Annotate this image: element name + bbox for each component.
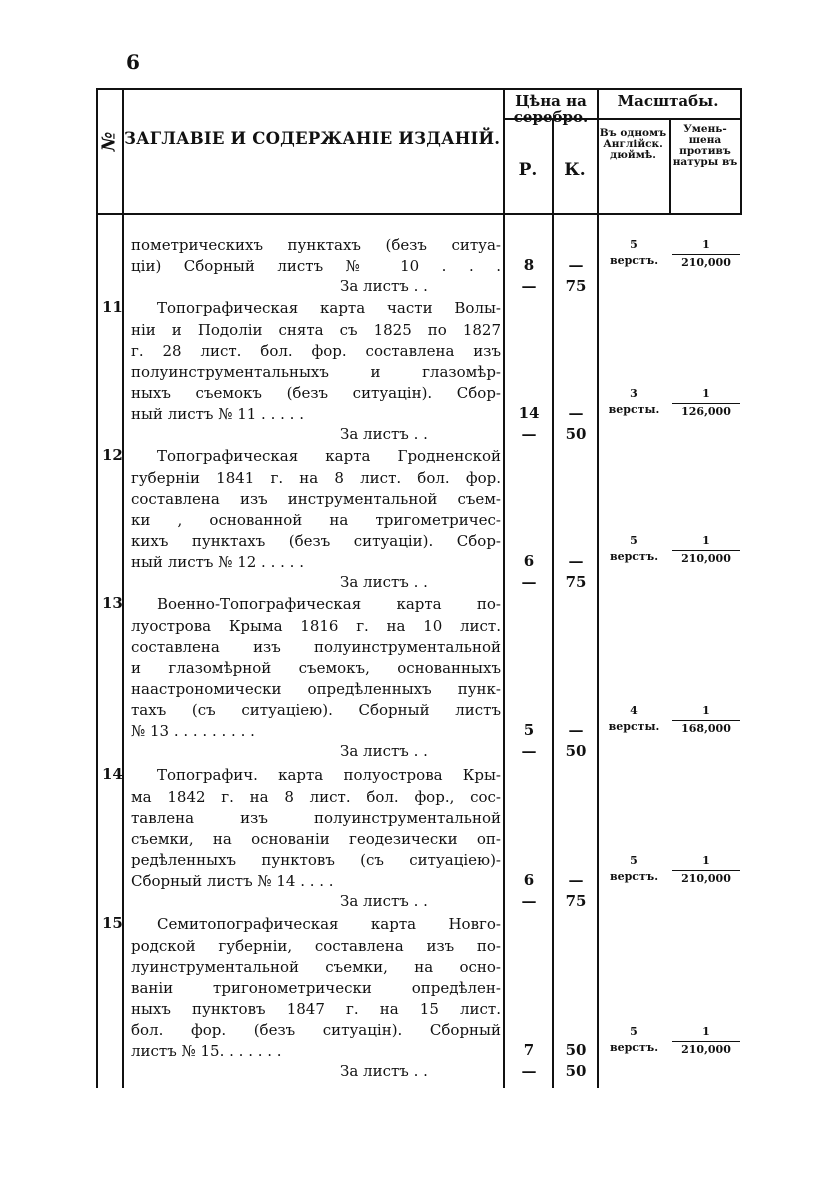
entry-text-line: ныхъ съемокъ (безъ ситуацін). Сбор- xyxy=(131,384,501,402)
entry-text-line: тахъ (съ ситуаціею). Сборный листъ xyxy=(131,701,501,719)
scale-ratio xyxy=(672,853,740,887)
per-sheet-label: За листъ . . xyxy=(340,892,428,910)
scale-ratio xyxy=(672,386,740,420)
entry-text-line: № 13 . . . . . . . . . xyxy=(131,722,255,740)
scale-versts: 5 xyxy=(630,854,638,867)
entry-text-line: г. 28 лист. бол. фор. составлена изъ xyxy=(131,342,501,360)
scale-unit: верстъ. xyxy=(609,1040,659,1054)
scale-versts: 4 xyxy=(630,704,638,717)
sheet-price-rub: — xyxy=(521,1062,537,1080)
entry-text-line: ніи и Подоліи снята съ 1825 по 1827 xyxy=(131,321,501,339)
entry-text-line: губерніи 1841 г. на 8 лист. бол. фор. xyxy=(131,469,501,487)
entry-text-line: Военно-Топографическая карта по- xyxy=(157,595,501,613)
table-right-border xyxy=(740,88,742,214)
scale-unit: верстъ. xyxy=(609,253,659,267)
sheet-price-kop: 75 xyxy=(565,892,587,910)
sheet-price-rub: — xyxy=(521,892,537,910)
scale-versts: 5 xyxy=(630,534,638,547)
price-kop: 50 xyxy=(565,1041,587,1059)
scale-ratio-bottom: 210,000 xyxy=(672,870,740,887)
entry-number: 14 xyxy=(102,765,123,783)
price-kop: — xyxy=(568,256,584,274)
entry-text-line: Топографич. карта полуострова Кры- xyxy=(157,766,501,784)
price-rub: 6 xyxy=(523,552,535,570)
entry-text-line: Сборный листъ № 14 . . . . xyxy=(131,872,334,890)
entry-text-line: полуинструментальныхъ и глазомѣр- xyxy=(131,363,501,381)
entry-number: 15 xyxy=(102,914,123,932)
entry-number: 13 xyxy=(102,594,123,612)
scale-inch-value xyxy=(600,386,668,418)
price-kop: — xyxy=(568,404,584,422)
price-rub: 5 xyxy=(523,721,535,739)
scale-ratio-bottom: 168,000 xyxy=(672,720,740,737)
entry-text-line: листъ № 15. . . . . . . xyxy=(131,1042,282,1060)
entry-text-line: съемки, на основаніи геодезически оп- xyxy=(131,830,501,848)
scale-ratio-top: 1 xyxy=(702,704,710,717)
scale-ratio xyxy=(672,533,740,567)
scale-ratio-bottom: 210,000 xyxy=(672,254,740,271)
scale-ratio-top: 1 xyxy=(702,238,710,251)
scale-inch-value xyxy=(600,853,668,885)
scale-ratio xyxy=(672,237,740,271)
sheet-price-kop: 50 xyxy=(565,425,587,443)
sheet-price-rub: — xyxy=(521,573,537,591)
scale-ratio-top: 1 xyxy=(702,1025,710,1038)
page-number: 6 xyxy=(126,50,140,74)
scale-versts: 3 xyxy=(630,387,638,400)
entry-text-line: кихъ пунктахъ (безъ ситуаціи). Сбор- xyxy=(131,532,501,550)
scale-inch-value xyxy=(600,237,668,269)
entry-text-line: редѣленныхъ пунктовъ (съ ситуаціею)- xyxy=(131,851,501,869)
scale-ratio-top: 1 xyxy=(702,854,710,867)
scale-ratio-bottom: 210,000 xyxy=(672,550,740,567)
entry-text-line: Семитопографическая карта Новго- xyxy=(157,915,501,933)
entry-text-line: пометрическихъ пунктахъ (безъ ситуа- xyxy=(131,236,501,254)
title-column-divider xyxy=(503,88,505,1088)
entry-text-line: ныхъ пунктовъ 1847 г. на 15 лист. xyxy=(131,1000,501,1018)
scale-ratio-top: 1 xyxy=(702,387,710,400)
sheet-price-kop: 75 xyxy=(565,277,587,295)
kop-column-header: К. xyxy=(564,160,586,180)
rub-column-header: Р. xyxy=(518,160,538,180)
entry-text-line: составлена изъ полуинструментальной xyxy=(131,638,501,656)
entry-text-line: бол. фор. (безъ ситуацін). Сборный xyxy=(131,1021,501,1039)
entry-text-line: ный листъ № 11 . . . . . xyxy=(131,405,304,423)
entry-text-line: наастрономически опредѣленныхъ пунк- xyxy=(131,680,501,698)
title-column-header: ЗАГЛАВІЕ И СОДЕРЖАНІЕ ИЗДАНІЙ. xyxy=(124,129,501,148)
scale-inch-value xyxy=(600,1024,668,1056)
per-sheet-label: За листъ . . xyxy=(340,425,428,443)
scale-ratio-top: 1 xyxy=(702,534,710,547)
price-rub: 8 xyxy=(523,256,535,274)
scale-unit: верстъ. xyxy=(609,869,659,883)
scale-unit: версты. xyxy=(608,719,660,733)
sheet-price-rub: — xyxy=(521,425,537,443)
sheet-price-kop: 75 xyxy=(565,573,587,591)
entry-text-line: ный листъ № 12 . . . . . xyxy=(131,553,304,571)
entry-text-line: и глазомѣрной съемокъ, основанныхъ xyxy=(131,659,501,677)
table-left-border xyxy=(96,88,98,1088)
price-rub: 6 xyxy=(523,871,535,889)
price-kop: — xyxy=(568,871,584,889)
entry-number: 12 xyxy=(102,446,123,464)
scale-inch-value xyxy=(600,533,668,565)
price-rub: 14 xyxy=(518,404,540,422)
scale-ratio xyxy=(672,1024,740,1058)
entry-text-line: тавлена изъ полуинструментальной xyxy=(131,809,501,827)
price-kop: — xyxy=(568,552,584,570)
entry-text-line: луинструментальной съемки, на осно- xyxy=(131,958,501,976)
scale-versts: 5 xyxy=(630,238,638,251)
scale-versts: 5 xyxy=(630,1025,638,1038)
scale-inch-value xyxy=(600,703,668,735)
entry-number: 11 xyxy=(102,298,123,316)
scale-unit: версты. xyxy=(608,402,660,416)
table-top-border xyxy=(96,88,742,90)
sheet-price-rub: — xyxy=(521,277,537,295)
entry-text-line: ма 1842 г. на 8 лист. бол. фор., сос- xyxy=(131,788,501,806)
entry-text-line: Топографическая карта Гродненской xyxy=(157,447,501,465)
per-sheet-label: За листъ . . xyxy=(340,742,428,760)
number-column-header: № xyxy=(98,131,120,152)
price-column-header: Цѣна на серебро. xyxy=(513,92,589,126)
entry-text-line: луострова Крыма 1816 г. на 10 лист. xyxy=(131,617,501,635)
number-column-divider xyxy=(122,88,124,1088)
entry-text-line: ки , основанной на тригометричес- xyxy=(131,511,501,529)
scales-column-header: Масштабы. xyxy=(617,92,719,110)
price-rub: 7 xyxy=(523,1041,535,1059)
entry-text-line: ціи) Сборный листъ № 10 . . . xyxy=(131,257,501,275)
price-kop: — xyxy=(568,721,584,739)
scale-ratio-bottom: 210,000 xyxy=(672,1041,740,1058)
sheet-price-kop: 50 xyxy=(565,1062,587,1080)
sheet-price-rub: — xyxy=(521,742,537,760)
header-bottom-border xyxy=(96,213,742,215)
scale-ratio xyxy=(672,703,740,737)
scale-reduced-header: Умень- шена противъ натуры въ xyxy=(672,123,738,169)
entry-text-line: ваніи тригонометрически опредѣлен- xyxy=(131,979,501,997)
scale-ratio-bottom: 126,000 xyxy=(672,403,740,420)
entry-text-line: родской губерніи, составлена изъ по- xyxy=(131,937,501,955)
per-sheet-label: За листъ . . xyxy=(340,1062,428,1080)
entry-text-line: Топографическая карта части Волы- xyxy=(157,299,501,317)
per-sheet-label: За листъ . . xyxy=(340,573,428,591)
entry-text-line: составлена изъ инструментальной съем- xyxy=(131,490,501,508)
per-sheet-label: За листъ . . xyxy=(340,277,428,295)
scale-inch-header: Въ одномъ Англійск. дюймѣ. xyxy=(599,127,667,162)
sheet-price-kop: 50 xyxy=(565,742,587,760)
scale-unit: верстъ. xyxy=(609,549,659,563)
